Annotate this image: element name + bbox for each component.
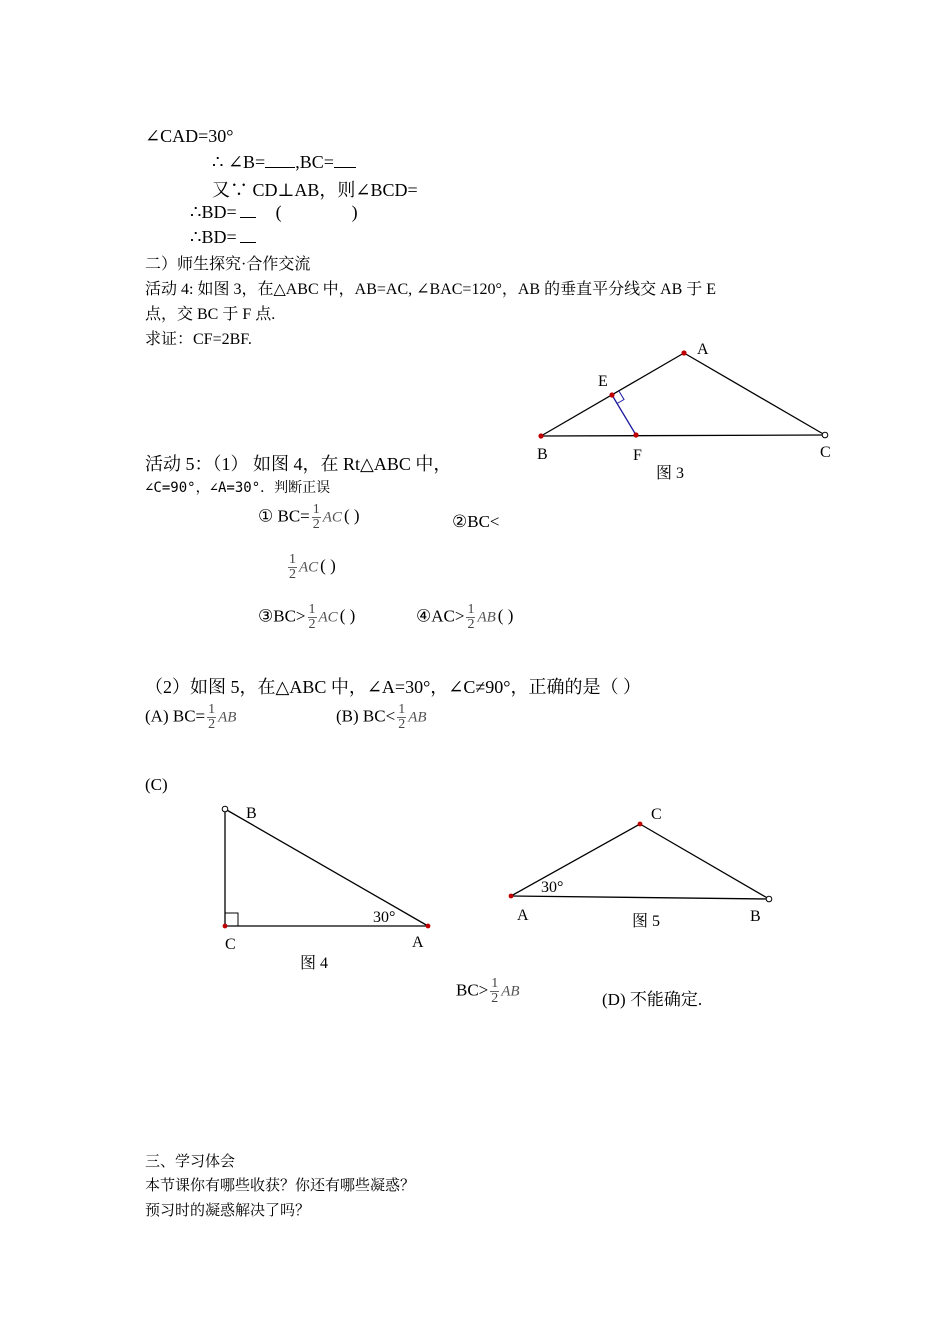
fraction-denominator: 2	[308, 617, 316, 632]
option-c-prefix: BC>	[456, 980, 489, 1000]
option-c-label[interactable]: (C)	[145, 775, 168, 794]
fraction-numerator: 1	[398, 702, 406, 717]
figure3-caption: 图 3	[656, 465, 685, 482]
fraction-denominator: 2	[289, 567, 296, 582]
question2-text: （2）如图 5，在△ABC 中，∠A=30°，∠C≠90°，正确的是（ ）	[145, 677, 641, 697]
fraction-numerator: 1	[467, 602, 475, 617]
point-c	[638, 822, 643, 827]
point-e	[609, 392, 614, 397]
statement-3-answer[interactable]: ( )	[339, 606, 356, 626]
activity4-line2: 点，交 BC 于 F 点.	[145, 306, 276, 323]
option-b-prefix: (B) BC<	[336, 706, 396, 726]
statement-2-answer[interactable]: ( )	[320, 556, 336, 576]
label-c: C	[225, 936, 236, 953]
label-f: F	[633, 447, 642, 464]
activity4-prove: 求证：CF=2BF.	[145, 331, 252, 348]
proof-line-4-open: (	[275, 202, 282, 222]
proof-line-4-a: ∴BD=	[190, 202, 237, 222]
figure-4	[222, 805, 430, 972]
point-b	[538, 433, 543, 438]
option-a-prefix: (A) BC=	[145, 706, 206, 726]
label-c: C	[820, 444, 831, 461]
label-a: A	[517, 907, 529, 924]
activity4-line1: 活动 4: 如图 3，在△ABC 中，AB=AC, ∠BAC=120°，AB 的垂直平分线交 AB 于 E	[145, 281, 717, 298]
statement-1-var: AC	[322, 509, 342, 526]
fraction-denominator: 2	[312, 517, 320, 532]
activity5-condition: ∠C=90°，∠A=30°．判断正误	[145, 480, 331, 496]
segment-ac	[511, 824, 640, 896]
option-d[interactable]: (D) 不能确定.	[602, 990, 703, 1009]
proof-line-2-b: ,BC=	[295, 152, 334, 172]
option-a-var: AB	[218, 709, 237, 726]
statement-1-answer[interactable]: ( )	[343, 506, 360, 526]
fraction-numerator: 1	[491, 976, 499, 991]
figure4-caption: 图 4	[300, 955, 329, 972]
segment-ba	[225, 809, 428, 926]
statement-4-var: AB	[477, 609, 496, 626]
angle-label-a: 30°	[373, 909, 396, 926]
point-a	[509, 894, 514, 899]
proof-line-5-a: ∴BD=	[190, 227, 237, 247]
option-b-var: AB	[408, 709, 427, 726]
statement-2-var: AC	[299, 559, 319, 576]
right-angle-mark-e	[617, 391, 624, 404]
figure5-caption: 图 5	[632, 913, 661, 930]
segment-ef	[612, 395, 636, 435]
section3-question-2: 预习时的凝惑解决了吗？	[145, 1203, 311, 1219]
point-c	[223, 924, 228, 929]
segment-bc	[541, 435, 825, 436]
label-e: E	[598, 373, 608, 390]
segment-cb	[640, 824, 769, 899]
segment-ac	[684, 353, 825, 435]
activity5-title: 活动 5：（1） 如图 4，在 Rt△ABC 中，	[145, 454, 452, 474]
figure-3	[537, 341, 831, 482]
proof-line-2-a: ∴ ∠B=	[212, 152, 266, 172]
label-b: B	[537, 446, 548, 463]
fraction-denominator: 2	[491, 991, 499, 1006]
statement-3-prefix: ③BC>	[258, 606, 306, 626]
statement-2-prefix: ②BC<	[452, 512, 500, 531]
section2-heading: 二）师生探究·合作交流	[145, 256, 311, 273]
fraction-denominator: 2	[208, 717, 216, 732]
right-angle-mark-c	[225, 913, 238, 926]
label-b: B	[246, 805, 257, 822]
proof-line-4-close: )	[351, 202, 358, 222]
fraction-numerator: 1	[308, 602, 316, 617]
section3-question-1: 本节课你有哪些收获？你还有哪些凝惑？	[145, 1178, 416, 1194]
fraction-denominator: 2	[467, 617, 475, 632]
label-b: B	[750, 908, 761, 925]
proof-line-3: 又∵ CD⊥AB，则∠BCD=	[212, 180, 418, 200]
option-c-var: AB	[501, 983, 520, 1000]
segment-ab	[511, 896, 769, 899]
statement-1-prefix: ① BC=	[258, 506, 310, 526]
point-a	[426, 924, 431, 929]
fraction-numerator: 1	[289, 552, 296, 567]
fraction-denominator: 2	[398, 717, 406, 732]
fraction-numerator: 1	[208, 702, 216, 717]
statement-4-answer[interactable]: ( )	[497, 606, 514, 626]
point-c	[822, 432, 828, 438]
label-a: A	[697, 341, 709, 358]
section3-heading: 三、学习体会	[145, 1154, 236, 1170]
label-a: A	[412, 934, 424, 951]
statement-4-prefix: ④AC>	[416, 606, 465, 626]
point-a	[681, 350, 686, 355]
figure-5	[509, 806, 772, 930]
label-c: C	[651, 806, 662, 823]
angle-label-a: 30°	[541, 879, 564, 896]
statement-3-var: AC	[318, 609, 338, 626]
point-b	[766, 896, 772, 902]
point-f	[633, 432, 638, 437]
fraction-numerator: 1	[312, 502, 320, 517]
proof-line-1: ∠CAD=30°	[145, 126, 234, 146]
point-b	[222, 806, 228, 812]
